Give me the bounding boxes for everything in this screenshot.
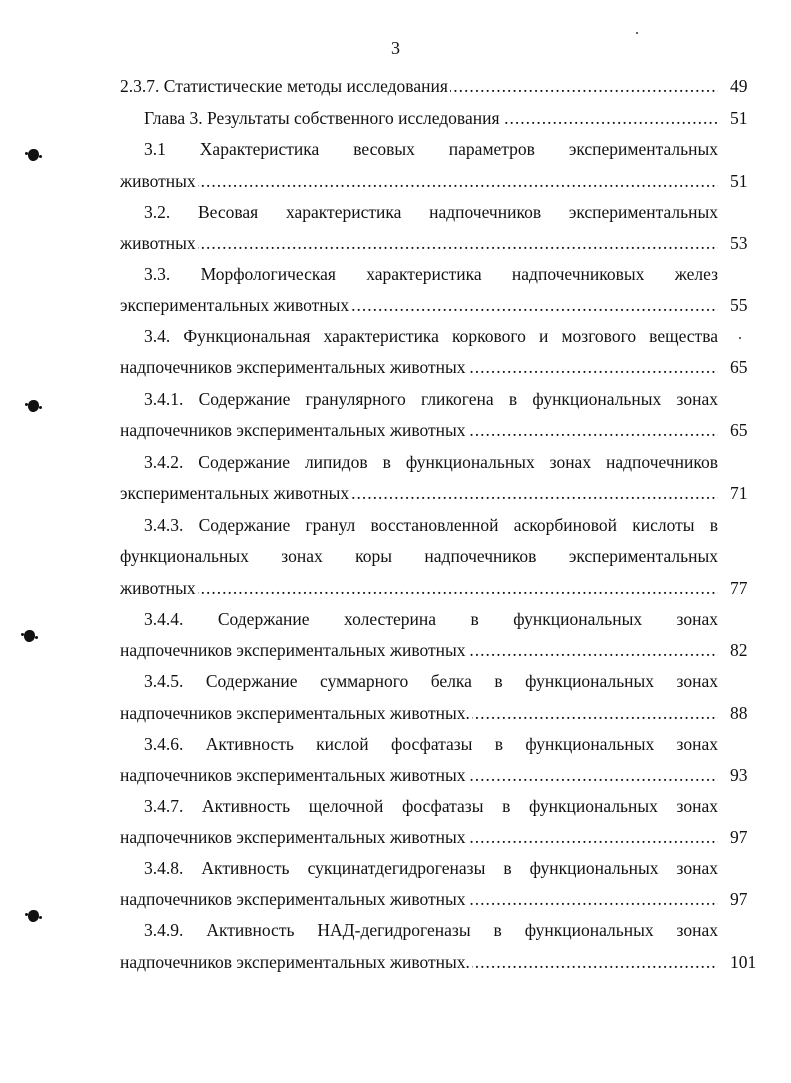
toc-entry-text: экспериментальных животных <box>120 295 350 315</box>
toc-entry-text: надпочечников экспериментальных животных <box>120 889 466 909</box>
toc-page-number: 82 <box>730 640 748 660</box>
toc-entry-3-4-5-line1: 3.4.5. Содержание суммарного белка в функциональных зонах <box>144 671 718 691</box>
toc-entry-3-4-3-line1: 3.4.3. Содержание гранул восстановленной аскорбиновой кислоты в <box>144 515 718 535</box>
toc-entry-3-1-line2 <box>120 169 718 193</box>
toc-entry-3-4-6-line1: 3.4.6. Активность кислой фосфатазы в функциональных зонах <box>144 734 718 754</box>
punch-hole-mark <box>24 630 35 642</box>
toc-entry-text: надпочечников экспериментальных животных. <box>120 952 470 972</box>
toc-entry-text: надпочечников экспериментальных животных <box>120 640 466 660</box>
toc-entry-3-4-6-line2 <box>120 763 718 787</box>
toc-entry-3-4-2-line2 <box>120 481 718 505</box>
toc-entry-3-4-3-line2: функциональных зонах коры надпочечников экспериментальных <box>120 546 718 566</box>
toc-page-number: 51 <box>730 108 748 128</box>
toc-entry-3-4-5-line2 <box>120 701 718 725</box>
toc-entry-3-2-line1: 3.2. Весовая характеристика надпочечников экспериментальных <box>144 202 718 222</box>
toc-entry-3-3-line2 <box>120 293 718 317</box>
toc-entry-text: Глава 3. Результаты собственного исследования <box>144 108 500 128</box>
toc-page-number: 65 <box>730 420 748 440</box>
toc-page-number: 71 <box>730 483 748 503</box>
toc-entry-3-4-9-line2 <box>120 950 718 974</box>
toc-page-number: 97 <box>730 889 748 909</box>
toc-entry-3-4-3-line3 <box>120 576 718 600</box>
toc-entry-text: 2.3.7. Статистические методы исследования <box>120 76 448 96</box>
toc-entry-3-1-line1: 3.1 Характеристика весовых параметров экспериментальных <box>144 139 718 159</box>
toc-entry-3-4-1-line1: 3.4.1. Содержание гранулярного гликогена в функциональных зонах <box>144 389 718 409</box>
page-number: 3 <box>391 38 400 58</box>
toc-entry-text: животных <box>120 171 196 191</box>
toc-page-number: 88 <box>730 703 748 723</box>
toc-entry-3-4-9-line1: 3.4.9. Активность НАД-дегидрогеназы в функциональных зонах <box>144 920 718 940</box>
toc-entry-text: животных <box>120 578 196 598</box>
toc-entry-3-4-4-line1: 3.4.4. Содержание холестерина в функциональных зонах <box>144 609 718 629</box>
toc-entry-3-4-7-line1: 3.4.7. Активность щелочной фосфатазы в функциональных зонах <box>144 796 718 816</box>
toc-page-number: 53 <box>730 233 748 253</box>
scan-speck <box>636 32 638 34</box>
toc-entry-text: животных <box>120 233 196 253</box>
toc-entry-3-4-line2 <box>120 355 718 379</box>
toc-page-number: 65 <box>730 357 748 377</box>
toc-page-number: 55 <box>730 295 748 315</box>
toc-entry-text: надпочечников экспериментальных животных <box>120 765 466 785</box>
toc-entry-text: экспериментальных животных <box>120 483 350 503</box>
toc-page-number: 77 <box>730 578 748 598</box>
toc-entry-3-4-8-line2 <box>120 887 718 911</box>
toc-entry-2-3-7 <box>120 74 718 98</box>
toc-page-number: 97 <box>730 827 748 847</box>
toc-entry-3-4-8-line1: 3.4.8. Активность сукцинатдегидрогеназы в функциональных зонах <box>144 858 718 878</box>
toc-entry-3-4-7-line2 <box>120 825 718 849</box>
toc-entry-3-4-4-line2 <box>120 638 718 662</box>
toc-entry-3-4-2-line1: 3.4.2. Содержание липидов в функциональных зонах надпочечников <box>144 452 718 472</box>
toc-page-number: 51 <box>730 171 748 191</box>
toc-page-number: 49 <box>730 76 748 96</box>
toc-entry-3-3-line1: 3.3. Морфологическая характеристика надпочечниковых желез <box>144 264 718 284</box>
toc-entry-3-4-line1: 3.4. Функциональная характеристика коркового и мозгового вещества <box>144 326 718 346</box>
toc-entry-text: надпочечников экспериментальных животных. <box>120 703 470 723</box>
punch-hole-mark <box>28 400 39 412</box>
toc-entry-text: надпочечников экспериментальных животных <box>120 357 466 377</box>
toc-entry-3-4-1-line2 <box>120 418 718 442</box>
toc-entry-chapter-3 <box>120 106 718 130</box>
toc-entry-3-2-line2 <box>120 231 718 255</box>
toc-entry-text: надпочечников экспериментальных животных <box>120 420 466 440</box>
punch-hole-mark <box>28 149 39 161</box>
toc-page-number: 93 <box>730 765 748 785</box>
punch-hole-mark <box>28 910 39 922</box>
toc-page-number: 101 <box>730 952 757 972</box>
toc-entry-text: надпочечников экспериментальных животных <box>120 827 466 847</box>
scan-speck <box>739 337 741 339</box>
